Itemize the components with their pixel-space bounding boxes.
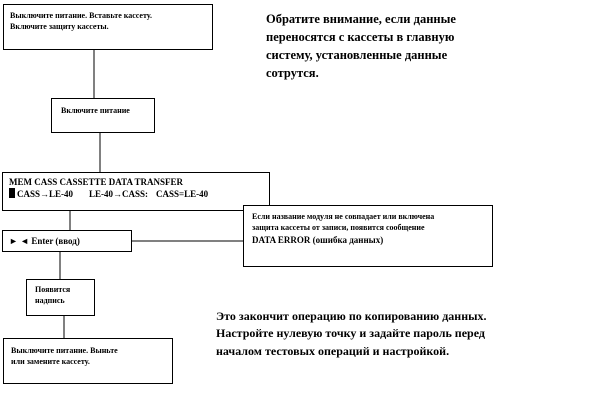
top-note-line3: систему, установленные данные bbox=[266, 48, 448, 63]
bottom-note-line2: Настройте нулевую точку и задайте пароль перед bbox=[216, 326, 485, 341]
step-power-off-remove-line1: Выключите питание. Выньте bbox=[11, 346, 118, 355]
menu-box bbox=[2, 172, 270, 211]
step-power-off-remove-line2: или замените кассету. bbox=[11, 356, 90, 366]
step-power-on-box bbox=[51, 98, 155, 133]
step-power-off-insert-box bbox=[3, 4, 213, 50]
menu-cursor bbox=[9, 188, 15, 198]
step-power-off-insert-line1: Выключите питание. Вставьте кассету. bbox=[10, 11, 153, 20]
error-note-line1: Если название модуля не совпадает или включена bbox=[252, 212, 435, 221]
bottom-note-line3: началом тестовых операций и настройкой. bbox=[216, 343, 450, 358]
step-power-on-text: Включите питание bbox=[61, 106, 130, 115]
top-note-line1: Обратите внимание, если данные bbox=[266, 12, 456, 26]
enter-box bbox=[2, 230, 132, 252]
menu-option-cass-equals-le40: CASS=LE-40 bbox=[156, 189, 209, 200]
menu-options bbox=[9, 188, 263, 200]
error-note-line3: DATA ERROR (ошибка данных) bbox=[252, 234, 384, 245]
error-note-box bbox=[243, 205, 493, 267]
message-appears-box bbox=[26, 279, 95, 316]
step-power-off-insert-line2: Включите защиту кассеты. bbox=[10, 21, 109, 31]
menu-option-cass-to-le40: CASS→LE-40 bbox=[17, 189, 74, 200]
top-note-line2: переносятся с кассеты в главную bbox=[266, 30, 455, 45]
message-appears-line1: Появится bbox=[35, 285, 71, 294]
enter-text: ► ◄ Enter (ввод) bbox=[9, 236, 80, 246]
menu-title: MEM CASS CASSETTE DATA TRANSFER bbox=[9, 177, 184, 187]
message-appears-line2: надпись bbox=[35, 295, 65, 305]
top-note bbox=[266, 10, 566, 83]
step-power-off-remove-box bbox=[3, 338, 173, 384]
top-note-line4: сотрутся. bbox=[266, 66, 319, 81]
bottom-note-line1: Это закончит операцию по копированию данных. bbox=[216, 309, 487, 323]
menu-option-le40-to-cass: LE-40→CASS: bbox=[89, 189, 149, 200]
error-note-line2: защита кассеты от записи, появится сообщение bbox=[252, 222, 425, 232]
bottom-note bbox=[216, 308, 596, 360]
